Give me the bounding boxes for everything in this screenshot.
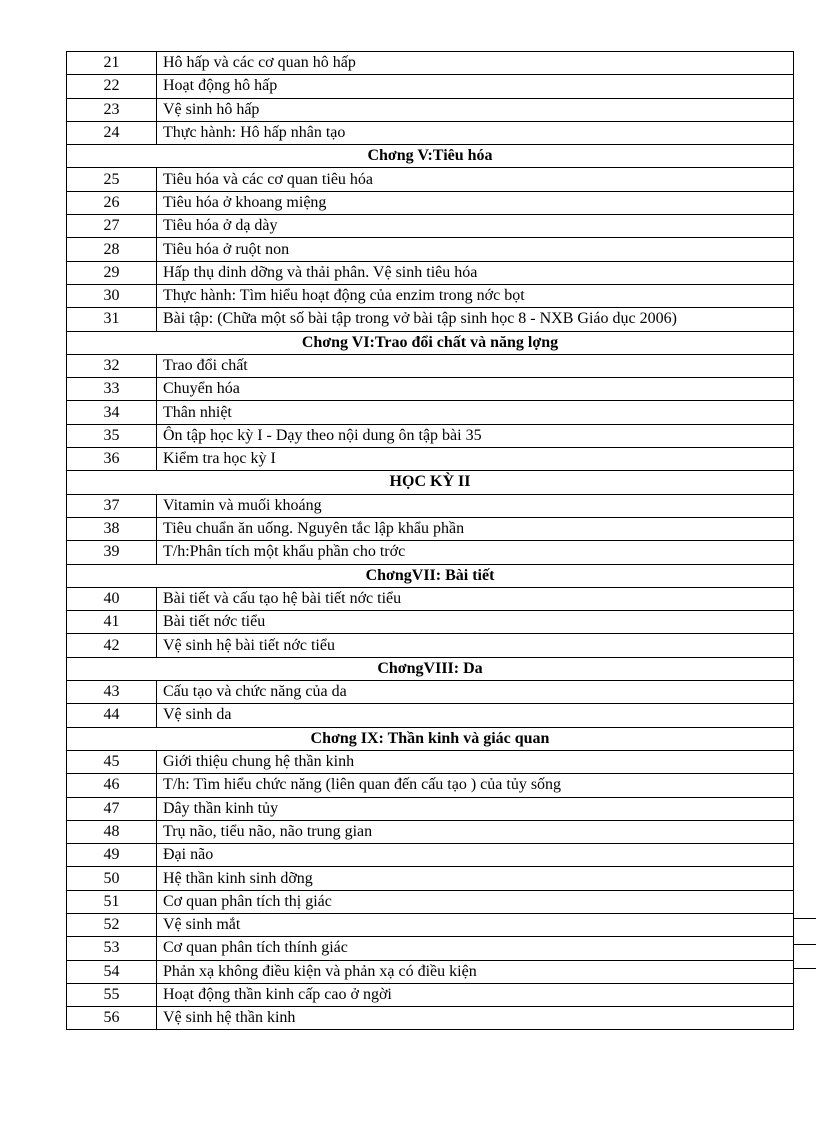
lesson-number: 35 — [67, 424, 157, 447]
lesson-title: Vệ sinh hệ bài tiết nớc tiểu — [157, 634, 794, 657]
chapter-heading-row — [67, 727, 794, 750]
lesson-title: Hệ thần kinh sinh dỡng — [157, 867, 794, 890]
lesson-row — [67, 75, 794, 98]
chapter-heading: Chơng IX: Thần kinh và giác quan — [67, 727, 794, 750]
lesson-title: Chuyển hóa — [157, 378, 794, 401]
lesson-number: 21 — [67, 52, 157, 75]
lesson-row — [67, 261, 794, 284]
lesson-row — [67, 238, 794, 261]
lesson-title: Thực hành: Hô hấp nhân tạo — [157, 121, 794, 144]
lesson-number: 47 — [67, 797, 157, 820]
margin-line-stub — [794, 944, 816, 945]
chapter-heading-row — [67, 145, 794, 168]
lesson-title: Giới thiệu chung hệ thần kinh — [157, 750, 794, 773]
lesson-row — [67, 820, 794, 843]
lesson-title: Trao đổi chất — [157, 354, 794, 377]
lesson-title: Vệ sinh hệ thần kinh — [157, 1007, 794, 1030]
lesson-title: Tiêu hóa và các cơ quan tiêu hóa — [157, 168, 794, 191]
lesson-number: 37 — [67, 494, 157, 517]
lesson-title: Tiêu hóa ở khoang miệng — [157, 191, 794, 214]
lesson-number: 23 — [67, 98, 157, 121]
chapter-heading: ChơngVIII: Da — [67, 657, 794, 680]
lesson-number: 53 — [67, 937, 157, 960]
chapter-heading-row — [67, 657, 794, 680]
lesson-title: Cấu tạo và chức năng của da — [157, 681, 794, 704]
lesson-row — [67, 168, 794, 191]
lesson-row — [67, 844, 794, 867]
chapter-heading: Chơng V:Tiêu hóa — [67, 145, 794, 168]
chapter-heading-row — [67, 471, 794, 494]
lesson-row — [67, 960, 794, 983]
lesson-row — [67, 308, 794, 331]
lesson-row — [67, 121, 794, 144]
lesson-title: Ôn tập học kỳ I - Dạy theo nội dung ôn tập bài 35 — [157, 424, 794, 447]
lesson-number: 48 — [67, 820, 157, 843]
chapter-heading: HỌC KỲ II — [67, 471, 794, 494]
lesson-row — [67, 448, 794, 471]
lesson-title: Bài tiết nớc tiểu — [157, 611, 794, 634]
lesson-number: 42 — [67, 634, 157, 657]
lesson-row — [67, 937, 794, 960]
lesson-number: 24 — [67, 121, 157, 144]
lesson-number: 39 — [67, 541, 157, 564]
lesson-row — [67, 634, 794, 657]
curriculum-table — [66, 51, 794, 1030]
lesson-number: 26 — [67, 191, 157, 214]
chapter-heading-row — [67, 331, 794, 354]
lesson-row — [67, 704, 794, 727]
lesson-row — [67, 401, 794, 424]
lesson-row — [67, 750, 794, 773]
lesson-row — [67, 867, 794, 890]
lesson-row — [67, 890, 794, 913]
lesson-number: 30 — [67, 284, 157, 307]
lesson-title: Vitamin và muối khoáng — [157, 494, 794, 517]
lesson-row — [67, 284, 794, 307]
lesson-number: 46 — [67, 774, 157, 797]
lesson-row — [67, 378, 794, 401]
lesson-number: 22 — [67, 75, 157, 98]
lesson-row — [67, 797, 794, 820]
lesson-number: 25 — [67, 168, 157, 191]
curriculum-table-body — [67, 52, 794, 1030]
lesson-number: 38 — [67, 517, 157, 540]
lesson-row — [67, 913, 794, 936]
lesson-row — [67, 983, 794, 1006]
lesson-row — [67, 587, 794, 610]
lesson-number: 50 — [67, 867, 157, 890]
lesson-title: Kiểm tra học kỳ I — [157, 448, 794, 471]
lesson-number: 55 — [67, 983, 157, 1006]
lesson-row — [67, 541, 794, 564]
chapter-heading-row — [67, 564, 794, 587]
lesson-number: 51 — [67, 890, 157, 913]
lesson-row — [67, 215, 794, 238]
lesson-row — [67, 191, 794, 214]
lesson-row — [67, 681, 794, 704]
lesson-number: 54 — [67, 960, 157, 983]
lesson-row — [67, 354, 794, 377]
lesson-title: Bài tiết và cấu tạo hệ bài tiết nớc tiểu — [157, 587, 794, 610]
lesson-title: Trụ não, tiểu não, não trung gian — [157, 820, 794, 843]
lesson-number: 36 — [67, 448, 157, 471]
lesson-row — [67, 98, 794, 121]
lesson-title: Thực hành: Tìm hiểu hoạt động của enzim trong nớc bọt — [157, 284, 794, 307]
chapter-heading: Chơng VI:Trao đổi chất và năng lợng — [67, 331, 794, 354]
lesson-row — [67, 1007, 794, 1030]
lesson-title: Tiêu hóa ở ruột non — [157, 238, 794, 261]
lesson-number: 33 — [67, 378, 157, 401]
lesson-title: Thân nhiệt — [157, 401, 794, 424]
lesson-title: Hoạt động hô hấp — [157, 75, 794, 98]
lesson-number: 28 — [67, 238, 157, 261]
lesson-number: 40 — [67, 587, 157, 610]
lesson-title: Tiêu hóa ở dạ dày — [157, 215, 794, 238]
lesson-row — [67, 424, 794, 447]
margin-line-stub — [794, 918, 816, 919]
lesson-number: 27 — [67, 215, 157, 238]
lesson-number: 34 — [67, 401, 157, 424]
lesson-number: 31 — [67, 308, 157, 331]
lesson-title: Cơ quan phân tích thị giác — [157, 890, 794, 913]
lesson-title: Đại não — [157, 844, 794, 867]
lesson-row — [67, 52, 794, 75]
lesson-number: 41 — [67, 611, 157, 634]
lesson-title: Tiêu chuẩn ăn uống. Nguyên tắc lập khẩu phần — [157, 517, 794, 540]
margin-line-stub — [794, 968, 816, 969]
lesson-row — [67, 517, 794, 540]
lesson-title: Hấp thụ dinh dỡng và thải phân. Vệ sinh tiêu hóa — [157, 261, 794, 284]
lesson-title: Cơ quan phân tích thính giác — [157, 937, 794, 960]
chapter-heading: ChơngVII: Bài tiết — [67, 564, 794, 587]
lesson-title: Vệ sinh mắt — [157, 913, 794, 936]
lesson-row — [67, 774, 794, 797]
lesson-number: 52 — [67, 913, 157, 936]
lesson-title: Hô hấp và các cơ quan hô hấp — [157, 52, 794, 75]
lesson-title: Vệ sinh hô hấp — [157, 98, 794, 121]
lesson-title: Bài tập: (Chữa một số bài tập trong vở bài tập sinh học 8 - NXB Giáo dục 2006) — [157, 308, 794, 331]
lesson-title: T/h:Phân tích một khẩu phần cho trớc — [157, 541, 794, 564]
lesson-row — [67, 611, 794, 634]
lesson-title: Dây thần kinh tủy — [157, 797, 794, 820]
lesson-title: Phản xạ không điều kiện và phản xạ có điều kiện — [157, 960, 794, 983]
lesson-title: Vệ sinh da — [157, 704, 794, 727]
lesson-number: 56 — [67, 1007, 157, 1030]
lesson-number: 43 — [67, 681, 157, 704]
lesson-number: 44 — [67, 704, 157, 727]
lesson-number: 29 — [67, 261, 157, 284]
lesson-number: 32 — [67, 354, 157, 377]
lesson-row — [67, 494, 794, 517]
lesson-title: T/h: Tìm hiểu chức năng (liên quan đến cấu tạo ) của tủy sống — [157, 774, 794, 797]
lesson-number: 45 — [67, 750, 157, 773]
lesson-title: Hoạt động thần kinh cấp cao ở ngời — [157, 983, 794, 1006]
lesson-number: 49 — [67, 844, 157, 867]
